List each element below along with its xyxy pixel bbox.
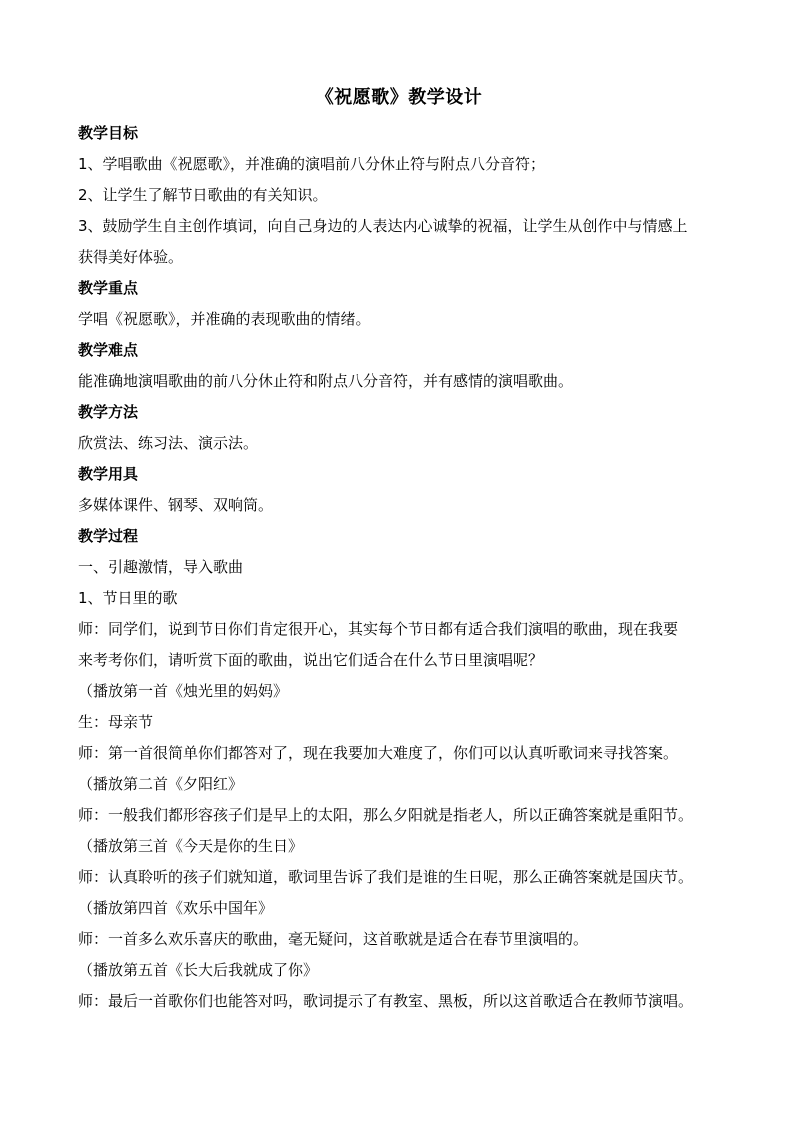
- play-song-5: （播放第五首《长大后我就成了你》: [78, 961, 319, 979]
- section-heading-goals: 教学目标: [78, 124, 139, 142]
- teacher-line-5: 师：一首多么欢乐喜庆的歌曲，毫无疑问，这首歌就是适合在春节里演唱的。: [78, 930, 589, 948]
- play-song-1: （播放第一首《烛光里的妈妈》: [78, 682, 289, 700]
- section-heading-key-points: 教学重点: [78, 279, 139, 297]
- teacher-line-1-part-2: 来考考你们，请听赏下面的歌曲，说出它们适合在什么节日里演唱呢？: [78, 651, 544, 669]
- teacher-line-4: 师：认真聆听的孩子们就知道，歌词里告诉了我们是谁的生日呢，那么正确答案就是国庆节。: [78, 868, 694, 886]
- document-title: 《祝愿歌》教学设计: [315, 87, 483, 108]
- process-sub-1: 1、节日里的歌: [78, 589, 178, 607]
- difficulties-text: 能准确地演唱歌曲的前八分休止符和附点八分音符，并有感情的演唱歌曲。: [78, 372, 574, 390]
- key-points-text: 学唱《祝愿歌》，并准确的表现歌曲的情绪。: [78, 310, 371, 328]
- teacher-line-1: [78, 619, 720, 671]
- goal-item-3-line-2: 获得美好体验。: [78, 248, 184, 266]
- section-heading-methods: 教学方法: [78, 403, 139, 421]
- play-song-2: （播放第二首《夕阳红》: [78, 775, 244, 793]
- teacher-line-3: 师：一般我们都形容孩子们是早上的太阳，那么夕阳就是指老人，所以正确答案就是重阳节。: [78, 806, 694, 824]
- student-line-1: 生：母亲节: [78, 713, 154, 731]
- teacher-line-1-part-1: 师：同学们，说到节日你们肯定很开心，其实每个节日都有适合我们演唱的歌曲，现在我要: [78, 620, 679, 638]
- section-heading-process: 教学过程: [78, 527, 139, 545]
- teacher-line-2: 师：第一首很简单你们都答对了，现在我要加大难度了，你们可以认真听歌词来寻找答案。: [78, 744, 679, 762]
- document-page: [78, 86, 720, 1022]
- tools-text: 多媒体课件、钢琴、双响筒。: [78, 496, 274, 514]
- goal-item-1: 1、学唱歌曲《祝愿歌》，并准确的演唱前八分休止符与附点八分音符；: [78, 155, 546, 173]
- goal-item-2: 2、让学生了解节日歌曲的有关知识。: [78, 186, 328, 204]
- process-step-1: 一、引趣激情，导入歌曲: [78, 558, 244, 576]
- goal-item-3-line-1: 3、鼓励学生自主创作填词，向自己身边的人表达内心诚挚的祝福，让学生从创作中与情感上: [78, 217, 688, 235]
- play-song-4: （播放第四首《欢乐中国年》: [78, 899, 274, 917]
- section-heading-difficulties: 教学难点: [78, 341, 139, 359]
- teacher-line-6: 师：最后一首歌你们也能答对吗，歌词提示了有教室、黑板，所以这首歌适合在教师节演唱。: [78, 992, 694, 1010]
- goal-item-3: [78, 216, 720, 268]
- play-song-3: （播放第三首《今天是你的生日》: [78, 837, 304, 855]
- methods-text: 欣赏法、练习法、演示法。: [78, 434, 259, 452]
- section-heading-tools: 教学用具: [78, 465, 139, 483]
